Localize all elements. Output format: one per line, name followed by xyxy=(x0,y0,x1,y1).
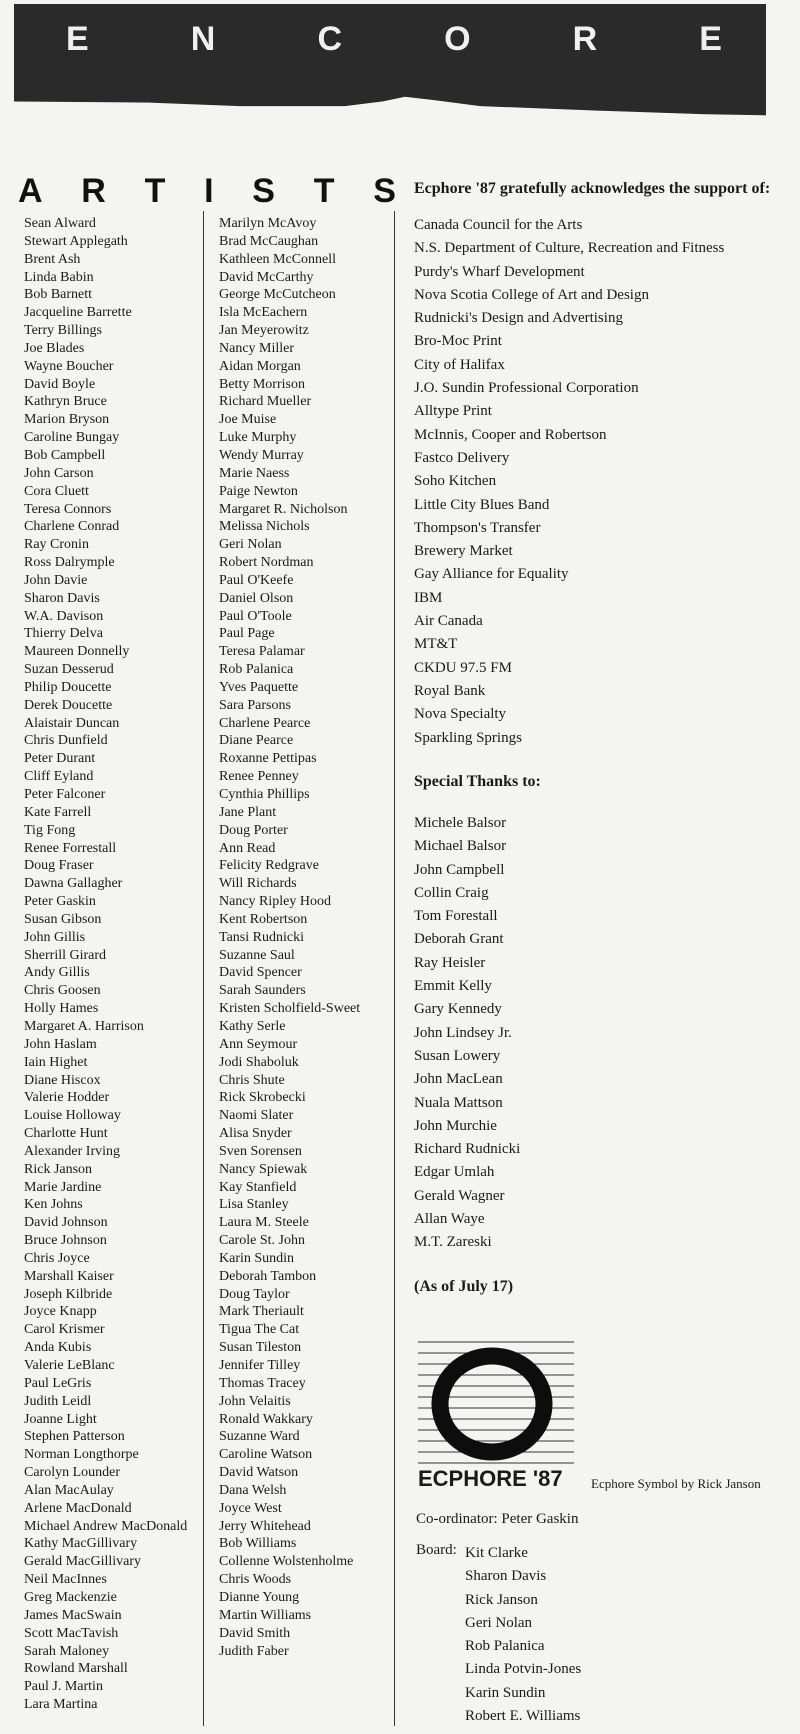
artist-name: Philip Doucette xyxy=(24,679,112,695)
sponsor-item: Canada Council for the Arts xyxy=(414,217,583,233)
artist-name: Kathy Serle xyxy=(219,1018,286,1034)
artist-name: Jacqueline Barrette xyxy=(24,305,132,321)
artist-name: Joyce Knapp xyxy=(24,1304,97,1320)
artist-name: Alexander Irving xyxy=(24,1143,121,1159)
artist-name: Ross Dalrymple xyxy=(24,555,115,571)
artist-name: Isla McEachern xyxy=(219,305,308,321)
artist-name: Caroline Watson xyxy=(219,1447,313,1463)
board-member: Sharon Davis xyxy=(465,1568,547,1585)
artist-name: Sarah Saunders xyxy=(219,983,306,999)
artist-name: Bob Barnett xyxy=(24,287,93,303)
board-member: Rick Janson xyxy=(465,1591,538,1608)
artist-name: Cora Cluett xyxy=(24,483,89,499)
artist-name: Judith Faber xyxy=(219,1643,289,1659)
artist-name: Deborah Tambon xyxy=(219,1268,317,1284)
artist-name: Peter Gaskin xyxy=(24,894,96,910)
artist-name: John Velaitis xyxy=(219,1393,291,1409)
artist-name: Tansi Rudnicki xyxy=(219,929,304,945)
artist-name: Caroline Bungay xyxy=(24,430,120,446)
artist-name: Jerry Whitehead xyxy=(219,1518,311,1534)
artist-name: Chris Shute xyxy=(219,1072,285,1088)
artist-name: Alaistair Duncan xyxy=(24,715,120,731)
artist-name: Kent Robertson xyxy=(219,911,308,927)
artist-name: Peter Durant xyxy=(24,751,96,767)
artist-name: Neil MacInnes xyxy=(24,1572,107,1588)
artist-name: David Smith xyxy=(219,1625,291,1641)
artist-name: Sherrill Girard xyxy=(24,947,107,963)
artist-name: Judith Leidl xyxy=(24,1393,92,1409)
artist-name: Nancy Ripley Hood xyxy=(219,894,331,910)
artist-name: Ray Cronin xyxy=(24,537,89,553)
artist-name: Rowland Marshall xyxy=(24,1661,128,1677)
thanks-name: Allan Waye xyxy=(414,1211,485,1228)
artist-name: Paige Newton xyxy=(219,483,298,499)
sponsor-item: Gay Alliance for Equality xyxy=(414,566,569,583)
board-member: Linda Potvin-Jones xyxy=(465,1661,582,1678)
artist-name: Ann Read xyxy=(219,840,276,856)
thanks-name: M.T. Zareski xyxy=(414,1234,492,1251)
artist-name: Alisa Snyder xyxy=(219,1126,292,1142)
artist-name: Joe Blades xyxy=(24,340,85,356)
artist-name: David Johnson xyxy=(24,1215,108,1231)
special-thanks-list xyxy=(414,812,520,1255)
artist-name: Susan Gibson xyxy=(24,911,102,927)
artist-name: Ken Johns xyxy=(24,1197,83,1213)
banner-letter: R xyxy=(572,20,598,58)
artist-name: Suzanne Ward xyxy=(219,1429,300,1445)
thanks-name: Emmit Kelly xyxy=(414,978,492,995)
sponsor-list xyxy=(414,214,724,750)
heading-letter: S xyxy=(252,172,275,210)
banner-letter: C xyxy=(317,20,342,58)
sponsor-item: MT&T xyxy=(414,636,458,653)
artist-name: Daniel Olson xyxy=(219,590,294,606)
board-member-list xyxy=(465,1542,581,1728)
banner-letter: E xyxy=(699,20,722,58)
artist-name: James MacSwain xyxy=(24,1607,122,1623)
sponsor-item: Fastco Delivery xyxy=(414,449,510,466)
sponsor-item: N.S. Department of Culture, Recreation and Fitness xyxy=(414,240,725,257)
board-label: Board: xyxy=(416,1542,457,1558)
artist-name: Greg Mackenzie xyxy=(24,1589,117,1605)
symbol-credit: Ecphore Symbol by Rick Janson xyxy=(591,1476,761,1491)
encore-banner-title xyxy=(14,20,766,64)
thanks-name: Richard Rudnicki xyxy=(414,1141,521,1158)
artist-name: Doug Fraser xyxy=(24,858,94,874)
sponsor-item: Royal Bank xyxy=(414,682,486,699)
artist-name: Aidan Morgan xyxy=(219,358,301,374)
artists-column-2 xyxy=(219,215,409,1660)
artist-name: Terry Billings xyxy=(24,323,102,339)
artist-name: Marion Bryson xyxy=(24,412,110,428)
artist-name: Kristen Scholfield-Sweet xyxy=(219,1001,361,1017)
sponsor-item: Soho Kitchen xyxy=(414,473,497,490)
artist-name: Collenne Wolstenholme xyxy=(219,1554,354,1570)
artists-column-1 xyxy=(24,215,214,1714)
artist-name: Marshall Kaiser xyxy=(24,1268,114,1284)
artist-name: Valerie LeBlanc xyxy=(24,1358,115,1373)
artist-name: Norman Longthorpe xyxy=(24,1447,139,1463)
artist-name: Diane Hiscox xyxy=(24,1072,101,1088)
artist-name: Ann Seymour xyxy=(219,1036,298,1052)
artist-name: John Davie xyxy=(24,572,88,588)
sponsor-item: J.O. Sundin Professional Corporation xyxy=(414,380,639,397)
thanks-name: Deborah Grant xyxy=(414,931,504,948)
artist-name: Charlotte Hunt xyxy=(24,1126,108,1142)
artist-name: Sharon Davis xyxy=(24,590,100,606)
artist-name: Richard Mueller xyxy=(219,394,312,410)
artist-name: Maureen Donnelly xyxy=(24,644,130,660)
artist-name: Wendy Murray xyxy=(219,447,304,463)
artist-name: Stewart Applegath xyxy=(24,233,128,249)
artist-name: Margaret R. Nicholson xyxy=(219,501,348,517)
special-thanks-title: Special Thanks to: xyxy=(414,773,541,790)
thanks-name: Susan Lowery xyxy=(414,1047,501,1064)
artist-name: Joseph Kilbride xyxy=(24,1286,113,1302)
artist-name: Cliff Eyland xyxy=(24,769,94,785)
artist-name: Chris Joyce xyxy=(24,1250,90,1266)
artist-name: Melissa Nichols xyxy=(219,519,310,535)
artist-name: Ronald Wakkary xyxy=(219,1411,313,1427)
artist-name: Jan Meyerowitz xyxy=(219,323,309,339)
artist-name: Chris Dunfield xyxy=(24,733,108,749)
artist-name: Lara Martina xyxy=(24,1697,98,1713)
artist-name: Karin Sundin xyxy=(219,1250,295,1266)
artist-name: Yves Paquette xyxy=(219,679,299,695)
artist-name: Gerald MacGillivary xyxy=(24,1554,142,1570)
heading-letter: A xyxy=(18,172,43,210)
sponsor-item: Rudnicki's Design and Advertising xyxy=(414,310,623,327)
artist-name: Betty Morrison xyxy=(219,376,305,392)
artist-name: Paul J. Martin xyxy=(24,1679,103,1695)
artist-name: George McCutcheon xyxy=(219,287,336,303)
artist-name: Alan MacAulay xyxy=(24,1482,114,1498)
artist-name: Roxanne Pettipas xyxy=(219,751,317,767)
sponsor-item: Thompson's Transfer xyxy=(414,519,541,536)
artist-name: Louise Holloway xyxy=(24,1108,121,1124)
sponsor-item: Bro-Moc Print xyxy=(414,333,502,350)
ecphore-symbol-logo xyxy=(418,1336,574,1470)
artist-name: Marie Jardine xyxy=(24,1179,102,1195)
artist-name: Arlene MacDonald xyxy=(24,1500,132,1516)
artist-name: Jane Plant xyxy=(219,804,277,820)
thanks-name: John Campbell xyxy=(414,861,505,878)
artist-name: Carolyn Lounder xyxy=(24,1465,121,1481)
heading-letter: I xyxy=(204,172,214,210)
thanks-name: Gary Kennedy xyxy=(414,1001,502,1018)
artist-name: Sarah Maloney xyxy=(24,1643,110,1659)
artist-name: Sean Alward xyxy=(24,216,96,231)
artists-heading xyxy=(18,172,396,216)
artist-name: Dawna Gallagher xyxy=(24,876,123,892)
sponsor-item: Little City Blues Band xyxy=(414,496,550,513)
artist-name: Cynthia Phillips xyxy=(219,787,310,802)
sponsor-item: Sparkling Springs xyxy=(414,729,522,746)
artist-name: Tigua The Cat xyxy=(219,1322,300,1338)
artist-name: Kate Farrell xyxy=(24,804,92,820)
artist-name: Bob Williams xyxy=(219,1536,297,1552)
ecphore-logo-title: ECPHORE '87 xyxy=(418,1466,563,1491)
artist-name: Chris Goosen xyxy=(24,983,101,999)
thanks-name: Edgar Umlah xyxy=(414,1164,495,1181)
artist-name: Nancy Miller xyxy=(219,340,295,356)
artist-name: Stephen Patterson xyxy=(24,1429,125,1445)
artist-name: Charlene Pearce xyxy=(219,715,311,731)
artist-name: Bruce Johnson xyxy=(24,1233,107,1249)
artist-name: Naomi Slater xyxy=(219,1108,294,1124)
artist-name: Kathryn Bruce xyxy=(24,394,107,410)
artist-name: Suzan Desserud xyxy=(24,662,114,678)
artist-name: Luke Murphy xyxy=(219,430,297,446)
artist-name: Paul Page xyxy=(219,626,275,642)
artist-name: Michael Andrew MacDonald xyxy=(24,1518,188,1534)
artist-name: Brent Ash xyxy=(24,251,81,267)
thanks-name: Collin Craig xyxy=(414,884,489,901)
artist-name: Holly Hames xyxy=(24,1001,99,1017)
thanks-name: Ray Heisler xyxy=(414,954,486,971)
sponsor-item: CKDU 97.5 FM xyxy=(414,659,512,676)
as-of-note: (As of July 17) xyxy=(414,1278,514,1295)
artist-name: Marilyn McAvoy xyxy=(219,216,317,231)
board-member: Kit Clarke xyxy=(465,1545,528,1561)
banner-letter: O xyxy=(444,20,471,58)
artist-name: Doug Taylor xyxy=(219,1286,290,1302)
artist-name: Brad McCaughan xyxy=(219,233,319,249)
column-divider xyxy=(394,211,395,1726)
board-member: Geri Nolan xyxy=(465,1614,533,1631)
sponsor-item: IBM xyxy=(414,589,443,606)
artist-name: Lisa Stanley xyxy=(219,1197,289,1213)
artist-name: Tig Fong xyxy=(24,822,76,838)
artist-name: Suzanne Saul xyxy=(219,947,295,963)
artist-name: John Carson xyxy=(24,465,94,481)
board-member: Robert E. Williams xyxy=(465,1708,581,1725)
acknowledgements-title: Ecphore '87 gratefully acknowledges the support of: xyxy=(414,180,771,197)
thanks-name: John Murchie xyxy=(414,1117,497,1134)
sponsor-item: Nova Scotia College of Art and Design xyxy=(414,286,649,303)
artist-name: Rick Janson xyxy=(24,1161,93,1177)
artist-name: Teresa Palamar xyxy=(219,644,305,660)
artist-name: Anda Kubis xyxy=(24,1340,92,1356)
artist-name: Dana Welsh xyxy=(219,1482,287,1498)
thanks-name: Tom Forestall xyxy=(414,908,498,925)
artist-name: Renee Forrestall xyxy=(24,840,117,856)
coordinator-line: Co-ordinator: Peter Gaskin xyxy=(416,1511,579,1527)
artist-name: John Haslam xyxy=(24,1036,97,1052)
artist-name: Laura M. Steele xyxy=(219,1215,309,1231)
artist-name: Rob Palanica xyxy=(219,662,294,678)
thanks-name: Michael Balsor xyxy=(414,838,507,855)
artist-name: David Boyle xyxy=(24,376,96,392)
artist-name: Iain Highet xyxy=(24,1054,88,1070)
artist-name: Dianne Young xyxy=(219,1589,300,1605)
column-divider xyxy=(203,211,204,1726)
sponsor-item: Brewery Market xyxy=(414,543,513,560)
artist-name: Jennifer Tilley xyxy=(219,1358,301,1373)
artist-name: Nancy Spiewak xyxy=(219,1161,308,1177)
artist-name: David Watson xyxy=(219,1465,299,1481)
artist-name: Robert Nordman xyxy=(219,555,314,571)
artist-name: Marie Naess xyxy=(219,465,290,481)
artist-name: Martin Williams xyxy=(219,1607,312,1623)
artist-name: Derek Doucette xyxy=(24,697,113,713)
heading-letter: S xyxy=(373,172,396,210)
artist-name: Sara Parsons xyxy=(219,697,291,713)
artist-name: Teresa Connors xyxy=(24,501,112,517)
artist-name: Diane Pearce xyxy=(219,733,294,749)
artist-name: Valerie Hodder xyxy=(24,1090,110,1106)
artist-name: Bob Campbell xyxy=(24,447,106,463)
banner-letter: E xyxy=(66,20,89,58)
artist-name: Chris Woods xyxy=(219,1572,292,1588)
heading-letter: T xyxy=(313,172,335,210)
board-member: Rob Palanica xyxy=(465,1638,545,1655)
artist-name: Paul LeGris xyxy=(24,1375,92,1391)
artist-name: W.A. Davison xyxy=(24,608,104,624)
heading-letter: T xyxy=(144,172,166,210)
artist-name: Susan Tileston xyxy=(219,1340,302,1356)
artist-name: Carol Krismer xyxy=(24,1322,105,1338)
artist-name: Mark Theriault xyxy=(219,1304,304,1320)
artist-name: Felicity Redgrave xyxy=(219,858,319,874)
artist-name: Peter Falconer xyxy=(24,787,106,802)
board-member: Karin Sundin xyxy=(465,1684,546,1701)
artist-name: Joyce West xyxy=(219,1500,282,1516)
artist-name: Paul O'Toole xyxy=(219,608,292,624)
artist-name: Renee Penney xyxy=(219,769,299,785)
artist-name: Geri Nolan xyxy=(219,537,282,553)
sponsor-item: Purdy's Wharf Development xyxy=(414,263,585,280)
artist-name: Linda Babin xyxy=(24,269,94,285)
thanks-name: Gerald Wagner xyxy=(414,1187,505,1204)
artist-name: Doug Porter xyxy=(219,822,288,838)
artist-name: Wayne Boucher xyxy=(24,358,114,374)
artist-name: Scott MacTavish xyxy=(24,1625,119,1641)
artist-name: Kay Stanfield xyxy=(219,1179,297,1195)
artist-name: Joe Muise xyxy=(219,412,277,428)
artist-name: Andy Gillis xyxy=(24,965,90,981)
artist-name: Margaret A. Harrison xyxy=(24,1018,144,1034)
sponsor-item: Nova Specialty xyxy=(414,706,507,723)
artist-name: Thomas Tracey xyxy=(219,1375,306,1391)
banner-letter: N xyxy=(190,20,216,58)
artist-name: John Gillis xyxy=(24,929,86,945)
sponsor-item: McInnis, Cooper and Robertson xyxy=(414,426,607,443)
artist-name: Charlene Conrad xyxy=(24,519,120,535)
artist-name: Jodi Shaboluk xyxy=(219,1054,299,1070)
artist-name: Joanne Light xyxy=(24,1411,97,1427)
artist-name: Kathleen McConnell xyxy=(219,251,337,267)
artist-name: Will Richards xyxy=(219,876,297,892)
thanks-name: Nuala Mattson xyxy=(414,1094,503,1111)
artist-name: Thierry Delva xyxy=(24,626,103,642)
artist-name: Carole St. John xyxy=(219,1233,305,1249)
artist-name: Paul O'Keefe xyxy=(219,572,294,588)
artist-name: David McCarthy xyxy=(219,269,314,285)
artist-name: Rick Skrobecki xyxy=(219,1090,306,1106)
sponsor-item: Air Canada xyxy=(414,613,483,630)
thanks-name: John MacLean xyxy=(414,1071,503,1088)
thanks-name: John Lindsey Jr. xyxy=(414,1024,512,1041)
thanks-name: Michele Balsor xyxy=(414,815,507,831)
artist-name: Kathy MacGillivary xyxy=(24,1536,138,1552)
artist-name: Sven Sorensen xyxy=(219,1143,302,1159)
heading-letter: R xyxy=(81,172,106,210)
sponsor-item: Alltype Print xyxy=(414,403,492,420)
artist-name: David Spencer xyxy=(219,965,302,981)
sponsor-item: City of Halifax xyxy=(414,356,505,373)
